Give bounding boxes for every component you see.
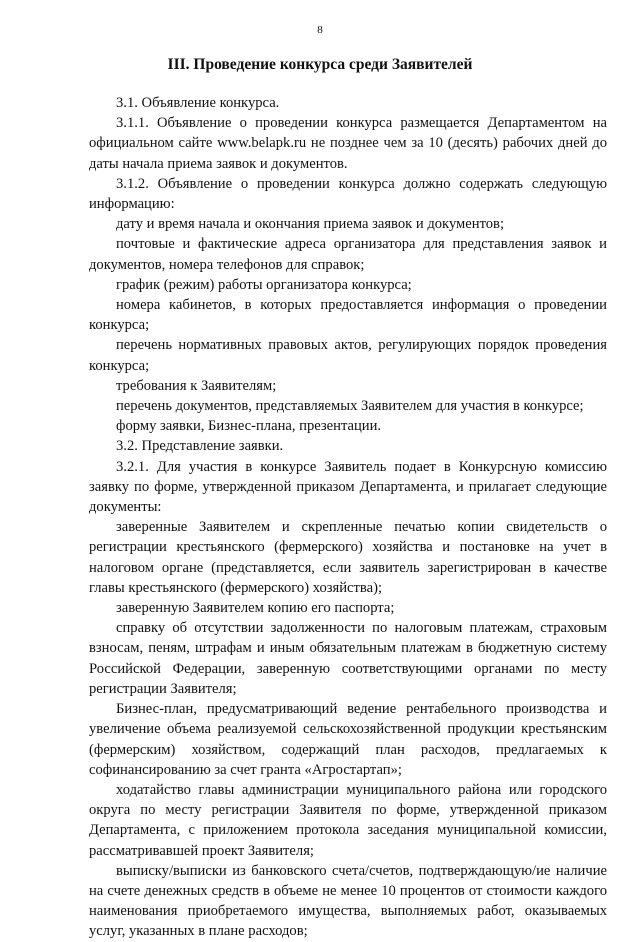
paragraph: почтовые и фактические адреса организатора для представления заявок и документов, номера телефонов для справок; — [89, 236, 607, 273]
paragraph: 3.1. Объявление конкурса. — [116, 95, 280, 111]
paragraph: перечень нормативных правовых актов, регулирующих порядок проведения конкурса; — [89, 337, 607, 374]
document-body — [89, 93, 607, 942]
paragraph: выписку/выписки из банковского счета/счетов, подтверждающую/ие наличие на счете денежных средств в объеме не менее 10 процентов от стоимости каждого наименования приобретаемого имущества, выполняемых работ, оказываемых услуг, указанных в плане расходов; — [89, 862, 607, 940]
page-number: 8 — [317, 24, 323, 36]
paragraph: 3.2. Представление заявки. — [116, 438, 284, 455]
paragraph: ходатайство главы администрации муниципального района или городского округа по месту регистрации Заявителя по форме, утвержденной приказом Департамента, с приложением протокола заседания муниципальной комиссии, рассматривавшей проект Заявителя; — [89, 781, 607, 859]
paragraph: заверенные Заявителем и скрепленные печатью копии свидетельств о регистрации крестьянского (фермерского) хозяйства и постановке на учет в налоговом органе (представляется, если заявитель зарегистрирован в качестве главы крестьянского (фермерского) хозяйства); — [89, 519, 607, 596]
paragraph: требования к Заявителям; — [116, 377, 277, 394]
paragraph: справку об отсутствии задолженности по налоговым платежам, страховым взносам, пеням, штрафам и иным обязательным платежам в бюджетную систему Российской Федерации, заверенную соответствующими органами по месту регистрации Заявителя; — [89, 620, 607, 697]
paragraph: форму заявки, Бизнес-плана, презентации. — [116, 418, 382, 435]
section-heading: III. Проведение конкурса среди Заявителей — [167, 56, 473, 73]
paragraph: 3.1.1. Объявление о проведении конкурса размещается Департаментом на официальном сайте www.belapk.ru не позднее чем за 10 (десять) рабочих дней до даты начала приема заявок и документов. — [89, 115, 607, 172]
paragraph: 3.2.1. Для участия в конкурсе Заявитель подает в Конкурсную комиссию заявку по форме, утвержденной приказом Департамента, и прилагает следующие документы: — [89, 458, 607, 516]
paragraph: перечень документов, представляемых Заявителем для участия в конкурсе; — [116, 398, 584, 415]
paragraph: график (режим) работы организатора конкурса; — [116, 276, 412, 293]
paragraph: заверенную Заявителем копию его паспорта; — [116, 600, 395, 617]
paragraph: номера кабинетов, в которых предоставляется информация о проведении конкурса; — [89, 297, 607, 334]
paragraph: Бизнес-план, предусматривающий ведение рентабельного производства и увеличение объема реализуемой сельскохозяйственной продукции крестьянским (фермерским) хозяйством, содержащий план расходов, предлагаемых к софинансированию за счет гранта «Агростартап»; — [89, 701, 607, 778]
paragraph: дату и время начала и окончания приема заявок и документов; — [116, 216, 504, 233]
paragraph: 3.1.2. Объявление о проведении конкурса должно содержать следующую информацию: — [89, 175, 607, 213]
